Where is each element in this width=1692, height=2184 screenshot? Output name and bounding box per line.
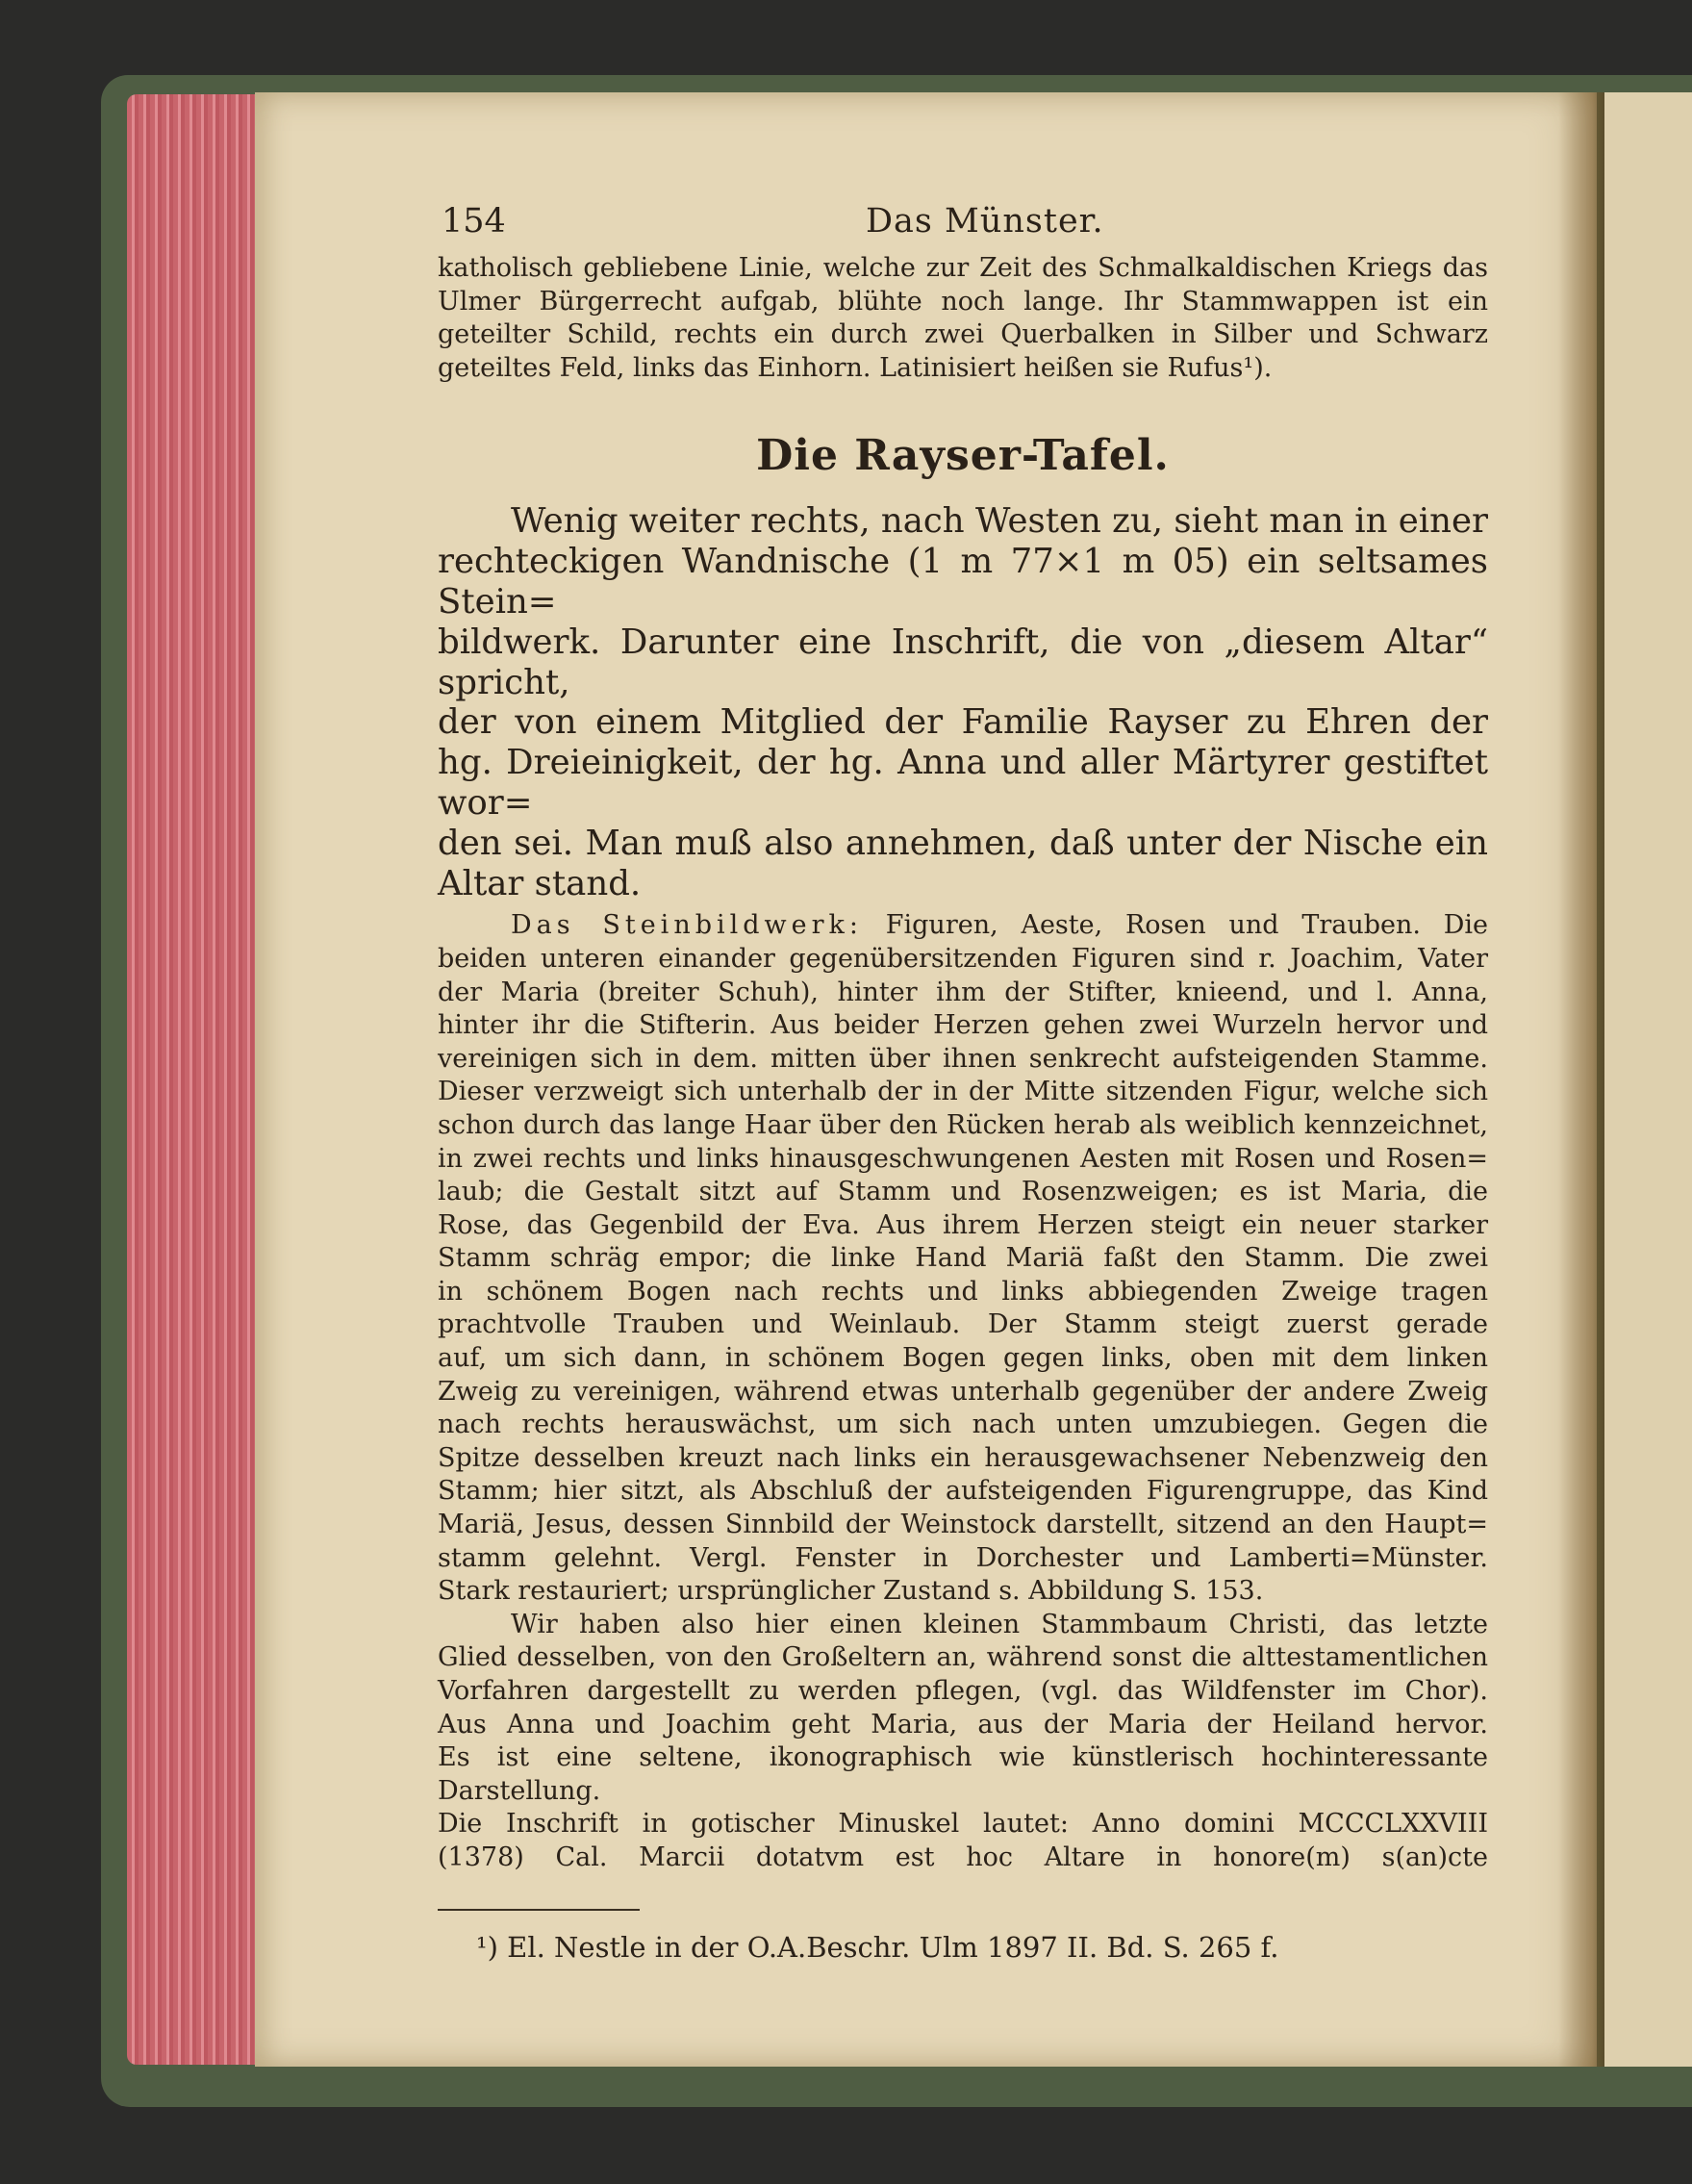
- body-paragraph: [438, 501, 1488, 903]
- text-line: Dieser verzweigt sich unterhalb der in der Mitte sitzenden Figur, welche sich: [438, 1077, 1488, 1107]
- text-line: beiden unteren einander gegenübersitzenden Figuren sind r. Joachim, Vater: [438, 943, 1488, 974]
- text-line: auf, um sich dann, in schönem Bogen gegen links, oben mit dem linken: [438, 1343, 1488, 1374]
- intro-paragraph: [438, 252, 1488, 385]
- description-paragraph: [438, 909, 1488, 1608]
- description-label: Das Steinbildwerk:: [511, 910, 864, 941]
- text-line: Es ist eine seltene, ikonographisch wie künstlerisch hochinteressante Darstellung.: [438, 1742, 1488, 1806]
- text-line: den sei. Man muß also annehmen, daß unter der Nische ein: [438, 823, 1488, 863]
- text-line: der Maria (breiter Schuh), hinter ihm der Stifter, knieend, und l. Anna,: [438, 977, 1488, 1007]
- text-line: nach rechts herauswächst, um sich nach unten umzubiegen. Gegen die: [438, 1409, 1488, 1440]
- text-line: Die Inschrift in gotischer Minuskel lautet: Anno domini MCCCLXXVIII: [438, 1809, 1488, 1840]
- text-line: Stamm schräg empor; die linke Hand Mariä faßt den Stamm. Die zwei: [438, 1243, 1488, 1274]
- text-line: Altar stand.: [438, 863, 642, 903]
- footnote: ¹) El. Nestle in der O.A.Beschr. Ulm 1897 II. Bd. S. 265 f.: [476, 1930, 1279, 1964]
- text-line: Glied desselben, von den Großeltern an, während sonst die alttestamentlichen: [438, 1642, 1488, 1673]
- page-number: 154: [442, 202, 506, 241]
- text-line: laub; die Gestalt sitzt auf Stamm und Rosenzweigen; es ist Maria, die: [438, 1177, 1488, 1207]
- text-line: vereinigen sich in dem. mitten über ihnen senkrecht aufsteigenden Stamme.: [438, 1043, 1488, 1074]
- text-line: Stark restauriert; ursprünglicher Zustand s. Abbildung S. 153.: [438, 1576, 1264, 1607]
- text-line: prachtvolle Trauben und Weinlaub. Der Stamm steigt zuerst gerade: [438, 1309, 1488, 1340]
- text-line: in zwei rechts und links hinausgeschwungenen Aesten mit Rosen und Rosen=: [438, 1143, 1488, 1174]
- text-line: geteilter Schild, rechts ein durch zwei Querbalken in Silber und Schwarz: [438, 319, 1488, 350]
- gutter-shadow: [1558, 92, 1606, 2067]
- text-line: hinter ihr die Stifterin. Aus beider Herzen gehen zwei Wurzeln hervor und: [438, 1010, 1488, 1041]
- text-line: Stamm; hier sitzt, als Abschluß der aufsteigenden Figurengruppe, das Kind: [438, 1476, 1488, 1507]
- page-edge: [127, 94, 264, 2065]
- running-head: Das Münster.: [866, 202, 1104, 241]
- text-line: Spitze desselben kreuzt nach links ein herausgewachsener Nebenzweig den: [438, 1442, 1488, 1473]
- text-line: Vorfahren dargestellt zu werden pflegen, (vgl. das Wildfenster im Chor).: [438, 1676, 1488, 1706]
- text-line: stamm gelehnt. Vergl. Fenster in Dorchester und Lamberti=Münster.: [438, 1542, 1488, 1573]
- footnote-rule: [438, 1909, 640, 1911]
- text-line: hg. Dreieinigkeit, der hg. Anna und aller Märtyrer gestiftet wor=: [438, 743, 1488, 823]
- text-line: Wenig weiter rechts, nach Westen zu, sieht man in einer: [511, 501, 1488, 542]
- text-line: Rose, das Gegenbild der Eva. Aus ihrem Herzen steigt ein neuer starker: [438, 1209, 1488, 1240]
- text-line: katholisch gebliebene Linie, welche zur Zeit des Schmalkaldischen Kriegs das: [438, 253, 1488, 283]
- text-line: Ulmer Bürgerrecht aufgab, blühte noch lange. Ihr Stammwappen ist ein: [438, 286, 1488, 317]
- text-line: in schönem Bogen nach rechts und links abbiegenden Zweige tragen: [438, 1276, 1488, 1307]
- facing-page-edge: [1604, 92, 1692, 2067]
- text-line: geteiltes Feld, links das Einhorn. Latinisiert heißen sie Rufus¹).: [438, 352, 1273, 383]
- text-line: Zweig zu vereinigen, während etwas unterhalb gegenüber der andere Zweig: [438, 1376, 1488, 1407]
- text-line: Wir haben also hier einen kleinen Stammbaum Christi, das letzte: [511, 1609, 1488, 1639]
- text-line: [438, 909, 1488, 943]
- text-line: bildwerk. Darunter eine Inschrift, die von „diesem Altar“ spricht,: [438, 622, 1488, 702]
- description-first-line: Figuren, Aeste, Rosen und Trauben. Die: [885, 910, 1488, 941]
- page-header: [438, 202, 1488, 252]
- closing-paragraph: [438, 1609, 1488, 1875]
- text-line: (1378) Cal. Marcii dotatvm est hoc Altare in honore(m) s(an)cte: [438, 1841, 1488, 1872]
- text-line: rechteckigen Wandnische (1 m 77×1 m 05) ein seltsames Stein=: [438, 542, 1488, 622]
- text-line: der von einem Mitglied der Familie Rayser zu Ehren der: [438, 702, 1488, 743]
- text-line: Aus Anna und Joachim geht Maria, aus der Maria der Heiland hervor.: [438, 1709, 1488, 1740]
- text-line: schon durch das lange Haar über den Rücken herab als weiblich kennzeichnet,: [438, 1109, 1488, 1140]
- text-line: Mariä, Jesus, dessen Sinnbild der Weinstock darstellt, sitzend an den Haupt=: [438, 1510, 1488, 1540]
- page-text: [438, 202, 1488, 1965]
- section-title: Die Rayser-Tafel.: [756, 431, 1170, 481]
